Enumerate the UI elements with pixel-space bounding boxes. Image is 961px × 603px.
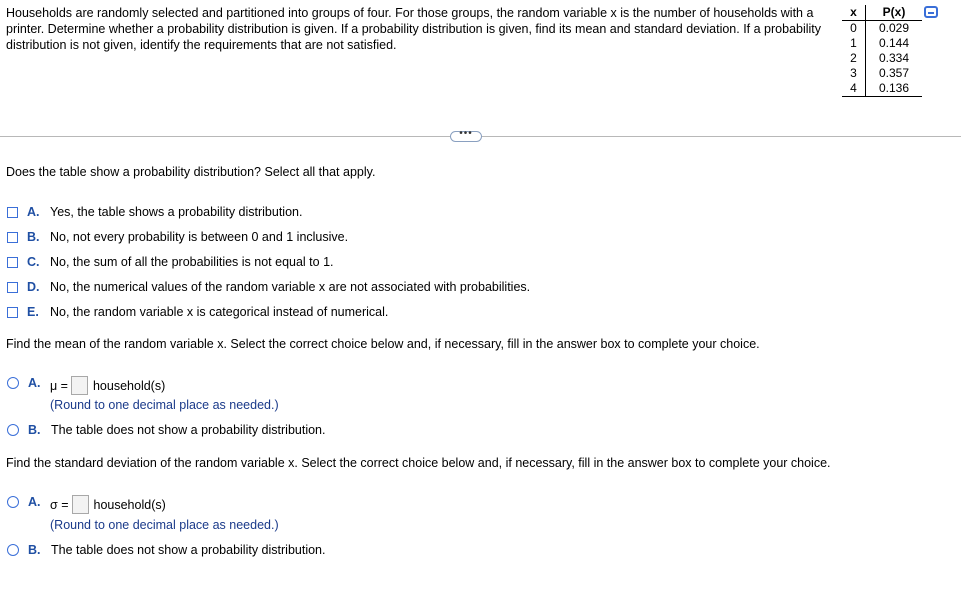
- copy-table-icon[interactable]: [924, 6, 938, 18]
- unit-label: household(s): [92, 378, 166, 393]
- q3-prompt: Find the standard deviation of the random variable x. Select the correct choice below and, if necessary, fill in the answer box to complete your choice.: [6, 456, 831, 470]
- unit-label: household(s): [93, 497, 166, 512]
- rounding-hint: (Round to one decimal place as needed.): [50, 398, 279, 412]
- q1-option-b[interactable]: B. No, not every probability is between 0 and 1 inclusive.: [7, 229, 348, 245]
- q1-option-e[interactable]: E. No, the random variable x is categorical instead of numerical.: [7, 304, 388, 320]
- std-dev-answer-input[interactable]: [72, 495, 89, 514]
- table-header-px: P(x): [866, 5, 923, 21]
- table-cell-x: 2: [842, 51, 866, 66]
- q3-answer-line: [50, 495, 166, 514]
- table-row: [842, 21, 922, 37]
- problem-statement: Households are randomly selected and partitioned into groups of four. For those groups, the random variable x is the number of households with a printer. Determine whether a probability distribution is given. If a probability distribution is given, find its mean and standard deviation. If a probability distribution is not given, identify the requirements that are not satisfied.: [6, 6, 822, 52]
- q1-option-a[interactable]: A. Yes, the table shows a probability distribution.: [7, 204, 302, 220]
- more-button[interactable]: •••: [450, 131, 482, 142]
- q1-prompt: Does the table show a probability distribution? Select all that apply.: [6, 165, 376, 179]
- q3-option-b[interactable]: B. The table does not show a probability distribution.: [7, 542, 325, 558]
- mean-answer-input[interactable]: [71, 376, 88, 395]
- radio-button[interactable]: [7, 377, 19, 389]
- checkbox[interactable]: [7, 307, 18, 318]
- table-row: [842, 51, 922, 66]
- table-cell-x: 3: [842, 66, 866, 81]
- table-cell-p: 0.334: [878, 51, 910, 65]
- q2-option-b[interactable]: B. The table does not show a probability distribution.: [7, 422, 325, 438]
- q2-option-a[interactable]: A.: [7, 375, 51, 391]
- q2-answer-line: [50, 376, 165, 395]
- checkbox[interactable]: [7, 207, 18, 218]
- table-row: [842, 66, 922, 81]
- mu-symbol: μ =: [50, 378, 68, 393]
- table-row: [842, 81, 922, 97]
- table-cell-p: 0.144: [878, 36, 910, 50]
- checkbox[interactable]: [7, 257, 18, 268]
- q1-option-c[interactable]: C. No, the sum of all the probabilities is not equal to 1.: [7, 254, 334, 270]
- table-cell-p: 0.029: [878, 21, 910, 35]
- radio-button[interactable]: [7, 496, 19, 508]
- table-cell-p: 0.357: [878, 66, 910, 80]
- radio-button[interactable]: [7, 544, 19, 556]
- probability-table: [842, 5, 922, 97]
- q3-option-a[interactable]: A.: [7, 494, 51, 510]
- rounding-hint: (Round to one decimal place as needed.): [50, 518, 279, 532]
- table-cell-x: 0: [842, 21, 866, 37]
- sigma-symbol: σ =: [50, 497, 69, 512]
- radio-button[interactable]: [7, 424, 19, 436]
- checkbox[interactable]: [7, 232, 18, 243]
- table-cell-x: 4: [842, 81, 866, 97]
- table-cell-x: 1: [842, 36, 866, 51]
- table-row: [842, 36, 922, 51]
- q2-prompt: Find the mean of the random variable x. Select the correct choice below and, if necessary, fill in the answer box to complete your choice.: [6, 337, 760, 351]
- checkbox[interactable]: [7, 282, 18, 293]
- q1-option-d[interactable]: D. No, the numerical values of the random variable x are not associated with probabilities.: [7, 279, 530, 295]
- table-cell-p: 0.136: [866, 81, 923, 97]
- table-header-x: x: [842, 5, 866, 21]
